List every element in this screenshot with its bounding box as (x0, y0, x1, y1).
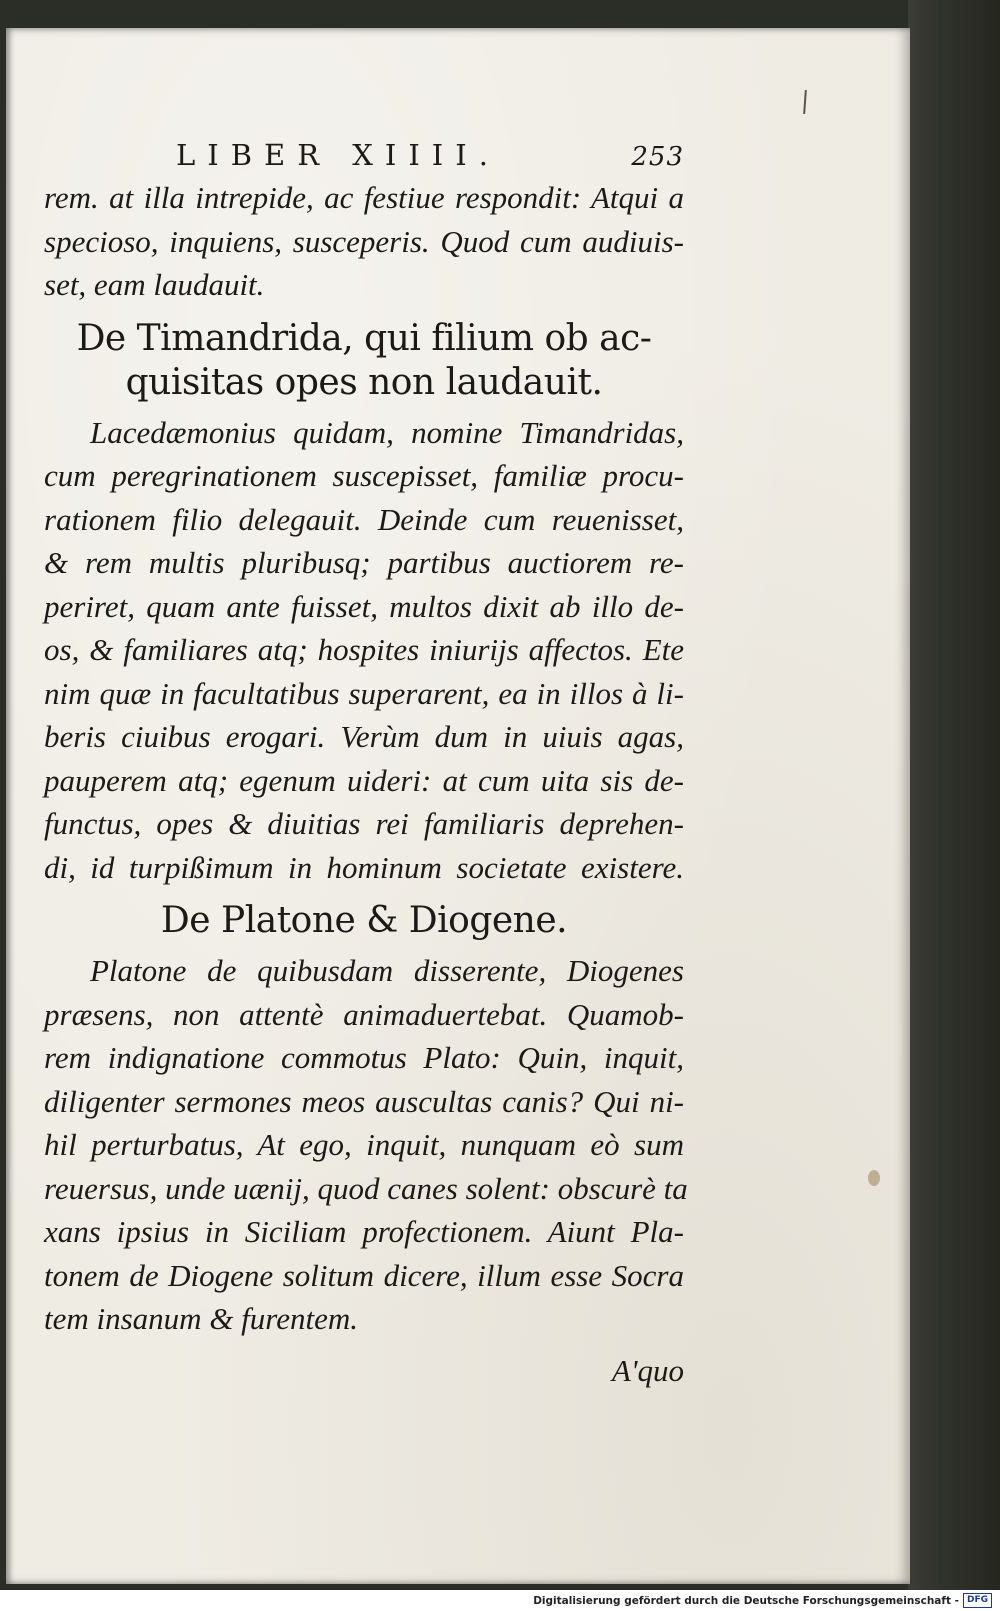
text-line: xans ipsius in Siciliam profectionem. Aiunt Pla- (44, 1214, 684, 1249)
paragraph-platone (44, 949, 688, 1341)
text-line: beris ciuibus erogari. Verùm dum in uiuis agas, (44, 719, 684, 754)
heading-line: quisitas opes non laudauit. (125, 361, 603, 403)
page-number: 253 (631, 142, 684, 172)
dfg-logo: DFG (963, 1593, 992, 1608)
text-line: specioso, inquiens, susceperis. Quod cum audiuis- (44, 223, 684, 259)
opening-paragraph (44, 176, 684, 307)
catchword: A'quo (611, 1352, 684, 1388)
book-edge (908, 0, 1000, 1590)
text-line: tonem de Diogene solitum dicere, illum esse Socra (44, 1257, 684, 1293)
text-line: Platone de quibusdam disserente, Diogenes (90, 953, 684, 988)
text-line: diligenter sermones meos auscultas canis? Qui ni- (44, 1083, 684, 1119)
text-line: rem. at illa intrepide, ac festiue respondit: Atqui a (44, 180, 684, 215)
heading-line: De Timandrida, qui filium ob ac- (76, 317, 652, 359)
footer-bar (0, 1590, 1000, 1611)
book-page (6, 28, 910, 1584)
text-line: reuersus, unde uænij, quod canes solent: obscurè ta (44, 1170, 688, 1206)
paper-mark (803, 90, 807, 114)
text-line: nim quæ in facultatibus superarent, ea in illos à li- (44, 675, 684, 711)
text-line: pauperem atq; egenum uideri: at cum uita sis de- (44, 762, 684, 798)
text-line: os, & familiares atq; hospites iniurijs affectos. Ete (44, 632, 684, 667)
text-line: periret, quam ante fuisset, multos dixit ab illo de- (44, 588, 684, 624)
heading-line: De Platone & Diogene. (160, 900, 568, 941)
foxing-spot (868, 1170, 880, 1186)
text-line: rem indignatione commotus Plato: Quin, inquit, (44, 1040, 684, 1075)
text-line: præsens, non attentè animaduertebat. Quamob- (44, 996, 684, 1032)
text-line: & rem multis pluribusq; partibus auctiorem re- (44, 545, 684, 580)
text-line: Lacedæmonius quidam, nomine Timandridas, (90, 414, 684, 450)
text-line: di, id turpißimum in hominum societate existere. (44, 849, 684, 885)
page-text (44, 138, 688, 1389)
text-line: rationem filio delegauit. Deinde cum reuenisset, (44, 501, 684, 537)
paragraph-timandrida (44, 411, 684, 890)
section-heading-platone (44, 899, 684, 943)
running-head-title: LIBER XIIII. (176, 138, 500, 172)
section-heading-timandrida (44, 317, 684, 405)
text-line: hil perturbatus, At ego, inquit, nunquam eò sum (44, 1127, 684, 1162)
funding-credit: Digitalisierung gefördert durch die Deutsche Forschungsgemeinschaft - (533, 1594, 959, 1607)
text-line: functus, opes & diuitias rei familiaris deprehen- (44, 806, 684, 841)
running-head (44, 138, 684, 172)
text-line: set, eam laudauit. (44, 267, 265, 302)
catchword-row (44, 1353, 684, 1389)
text-line: tem insanum & furentem. (44, 1301, 358, 1336)
text-line: cum peregrinationem suscepisset, familiæ procu- (44, 458, 684, 493)
